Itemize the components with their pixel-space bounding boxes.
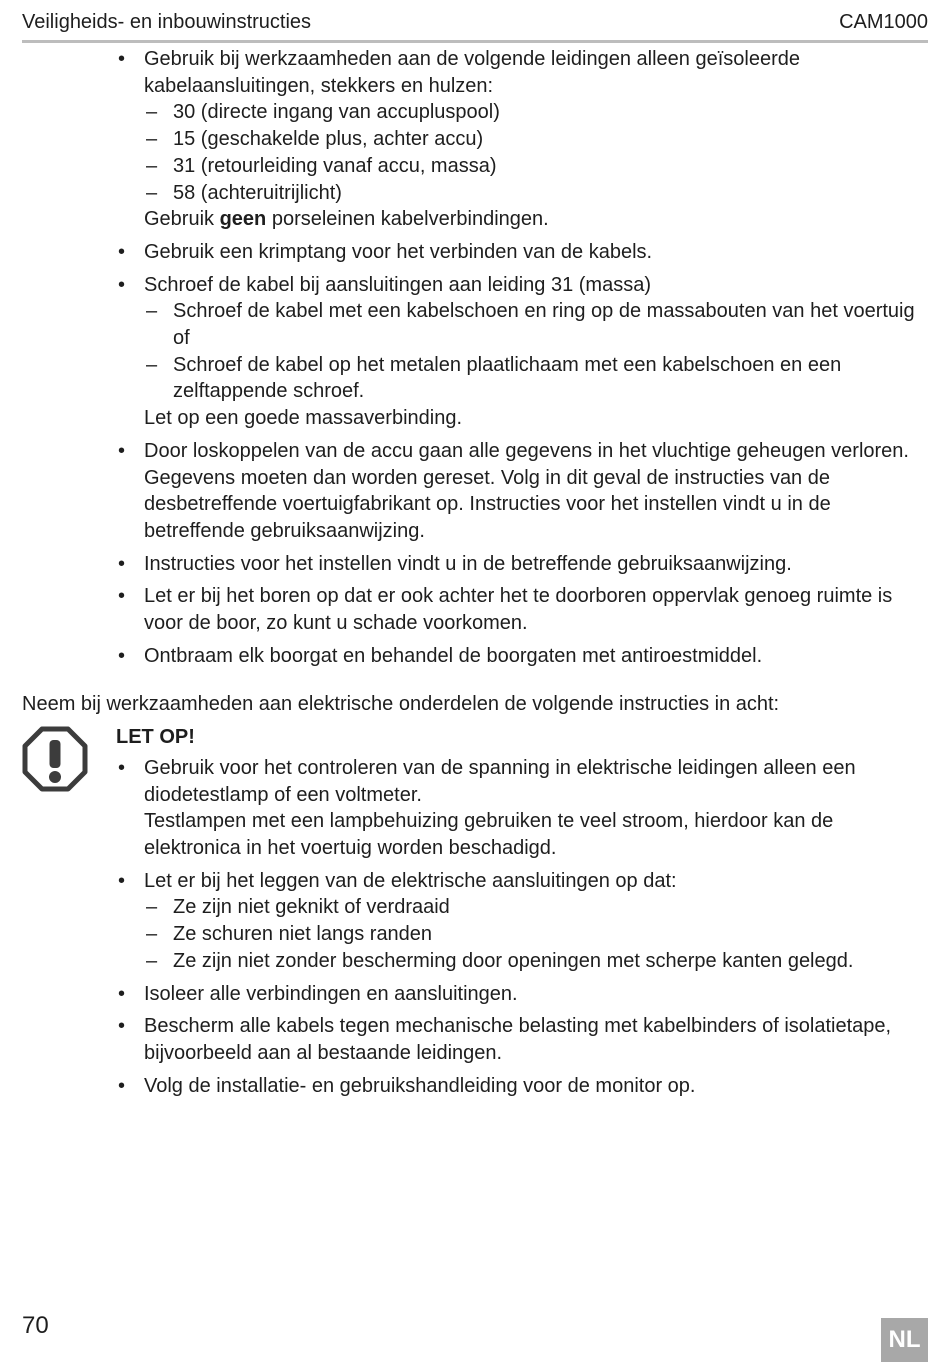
list-item xyxy=(0,272,950,432)
sub-list xyxy=(144,298,926,405)
notice-list xyxy=(0,755,950,1099)
bullet-text: Let er bij het leggen van de elektrische aansluitingen op dat: xyxy=(144,869,677,892)
sub-list-item: – 15 (geschakelde plus, achter accu) xyxy=(144,126,926,153)
followup-text: Gebruik xyxy=(144,208,220,231)
page-header xyxy=(22,8,928,43)
list-item: • Door loskoppelen van de accu gaan alle gegevens in het vluchtige geheugen verloren. Gegevens moeten dan worden gereset. Volg in dit geval de instructies van de desbetreffende voertuigfabrikant op. Instructies voor het instellen vindt u in de betreffende gebruiksaanwijzing. xyxy=(0,438,950,545)
header-model: CAM1000 xyxy=(839,11,928,33)
bullet-followup: Testlampen met een lampbehuizing gebruiken te veel stroom, hierdoor kan de elektronica in het voertuig worden beschadigd. xyxy=(144,810,834,859)
sub-list-item: – 31 (retourleiding vanaf accu, massa) xyxy=(144,153,926,180)
language-badge: NL xyxy=(881,1318,928,1362)
list-item: • Instructies voor het instellen vindt u in de betreffende gebruiksaanwijzing. xyxy=(0,551,950,578)
sub-list-item: – Ze zijn niet geknikt of verdraaid xyxy=(144,894,926,921)
sub-list-item: – Schroef de kabel met een kabelschoen en ring op de massabouten van het voertuig of xyxy=(144,298,926,351)
notice-block xyxy=(0,724,950,1099)
bullet-followup: Let op een goede massaverbinding. xyxy=(144,407,463,430)
list-item xyxy=(0,868,950,975)
page-content xyxy=(0,46,950,1105)
sub-list-item: – Schroef de kabel op het metalen plaatlichaam met een kabelschoen en een zelftappende schroef. xyxy=(144,352,926,405)
installation-instructions-list xyxy=(0,46,950,669)
sub-list-item: – 58 (achteruitrijlicht) xyxy=(144,180,926,207)
list-item: • Gebruik een krimptang voor het verbinden van de kabels. xyxy=(0,239,950,266)
header-title: Veiligheids- en inbouwinstructies xyxy=(22,11,312,33)
notice-title: LET OP! xyxy=(116,726,195,749)
bullet-text: Gebruik bij werkzaamheden aan de volgende leidingen alleen geïsoleerde kabelaansluitingen, stekkers en hulzen: xyxy=(144,48,801,97)
list-item: • Isoleer alle verbindingen en aansluitingen. xyxy=(0,981,950,1008)
emphasis: geen xyxy=(219,208,267,231)
sub-list-item: – Ze zijn niet zonder bescherming door openingen met scherpe kanten gelegd. xyxy=(144,948,926,975)
page-number: 70 xyxy=(22,1312,49,1339)
bullet-text: Gebruik voor het controleren van de spanning in elektrische leidingen alleen een diodetestlamp of een voltmeter. xyxy=(144,756,856,806)
sub-list-item: – Ze schuren niet langs randen xyxy=(144,921,926,948)
list-item xyxy=(0,755,950,862)
followup-text: porseleinen kabelverbindingen. xyxy=(266,208,549,231)
list-item: • Volg de installatie- en gebruikshandleiding voor de monitor op. xyxy=(0,1073,950,1100)
list-item: • Ontbraam elk boorgat en behandel de boorgaten met antiroestmiddel. xyxy=(0,643,950,670)
bullet-followup xyxy=(144,206,926,233)
sub-list xyxy=(144,99,926,206)
sub-list-item: – 30 (directe ingang van accupluspool) xyxy=(144,99,926,126)
electrical-intro: Neem bij werkzaamheden aan elektrische onderdelen de volgende instructies in acht: xyxy=(22,693,780,716)
bullet-text: Schroef de kabel bij aansluitingen aan leiding 31 (massa) xyxy=(144,273,651,296)
list-item: • Bescherm alle kabels tegen mechanische belasting met kabelbinders of isolatietape, bijvoorbeeld aan al bestaande leidingen. xyxy=(0,1013,950,1066)
sub-list xyxy=(144,894,926,974)
list-item xyxy=(0,46,950,233)
list-item: • Let er bij het boren op dat er ook achter het te doorboren oppervlak genoeg ruimte is voor de boor, zo kunt u schade voorkomen. xyxy=(0,583,950,636)
